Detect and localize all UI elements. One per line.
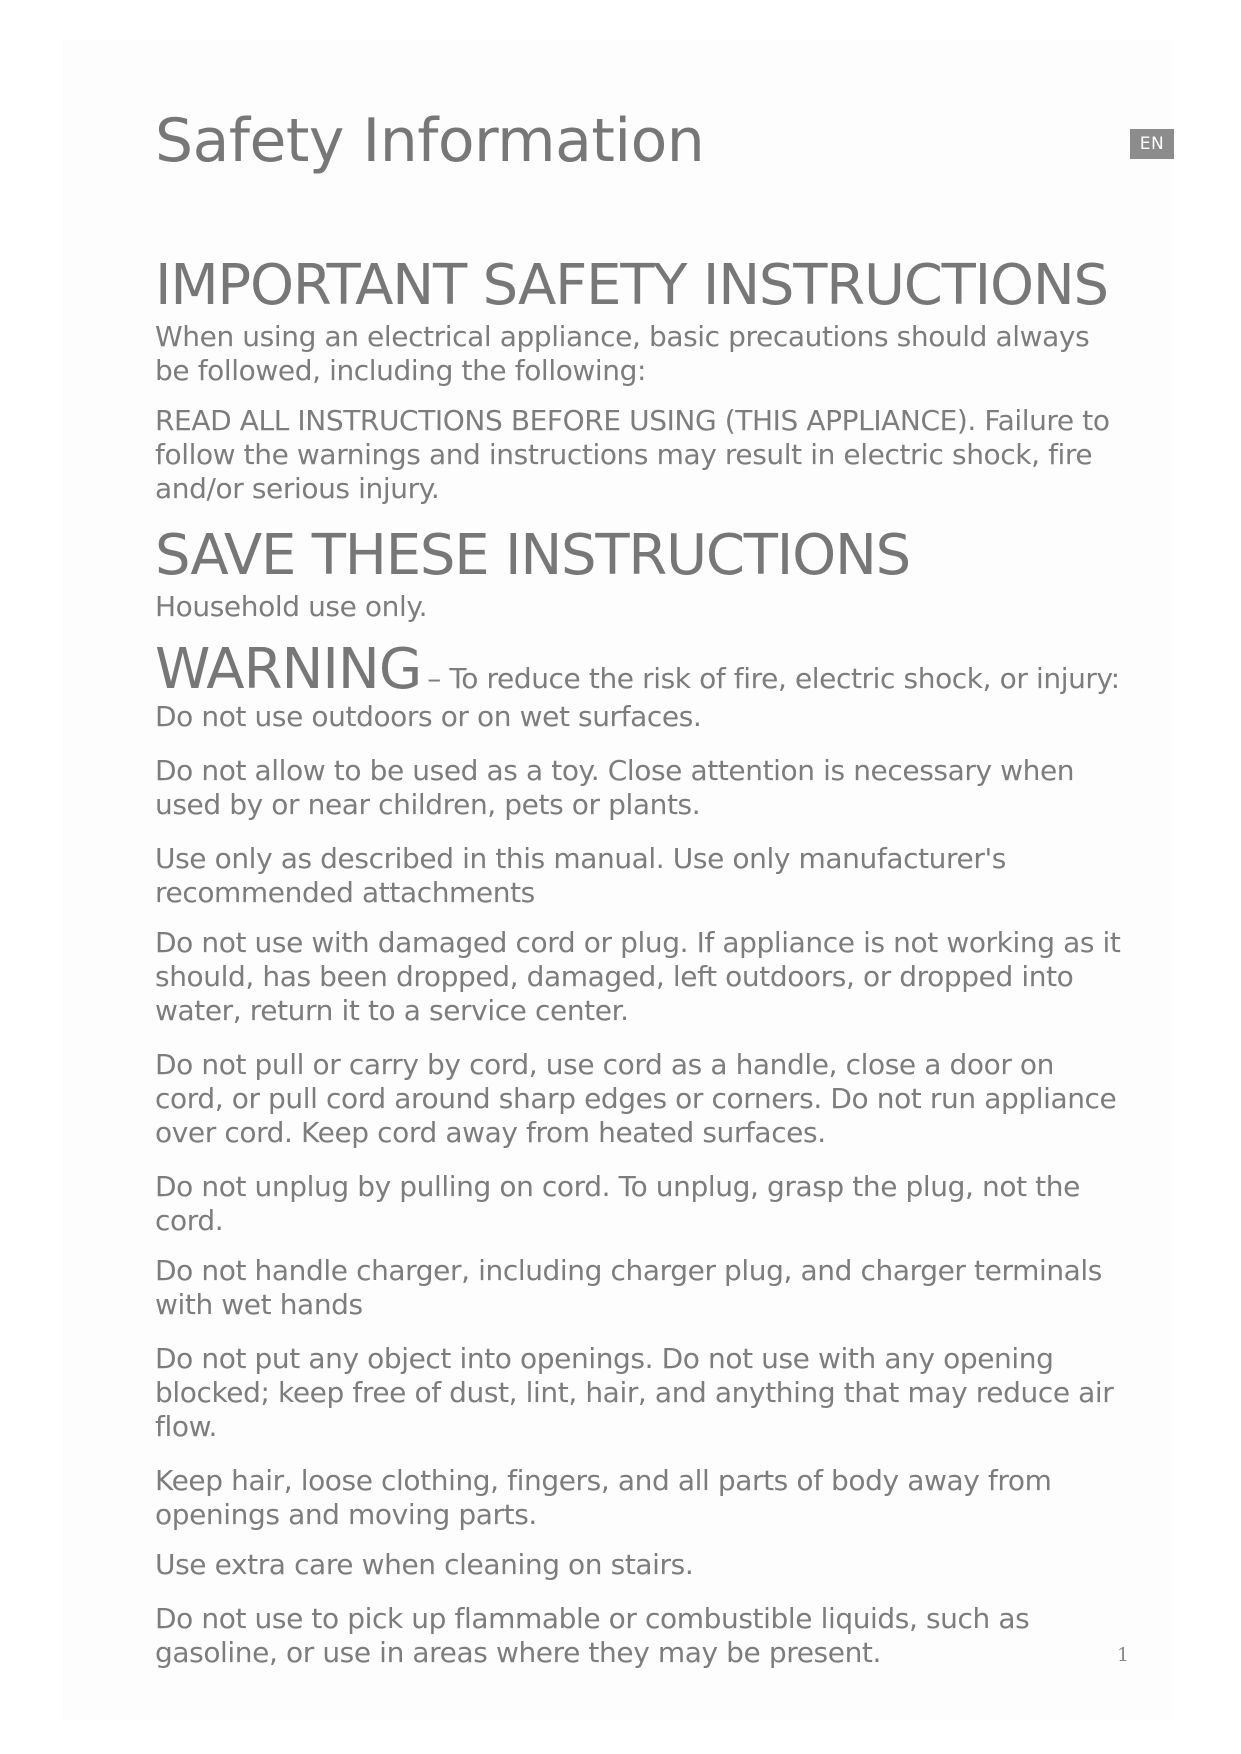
read-all-paragraph: READ ALL INSTRUCTIONS BEFORE USING (THIS APPLIANCE). Failure to follow the warnings and instructions may result in electric shock, fire and/or serious injury.: [155, 404, 1110, 505]
save-heading: SAVE THESE INSTRUCTIONS: [155, 523, 911, 588]
intro-paragraph: When using an electrical appliance, basic precautions should always be followed, including the following:: [155, 320, 1090, 387]
language-badge: EN: [1130, 129, 1174, 159]
warning-item: Do not use with damaged cord or plug. If appliance is not working as it should, has been dropped, damaged, left outdoors, or dropped into water, return it to a service center.: [155, 926, 1121, 1027]
warning-item: Do not unplug by pulling on cord. To unplug, grasp the plug, not the cord.: [155, 1170, 1080, 1237]
warning-word: WARNING: [155, 637, 422, 702]
warning-item: Keep hair, loose clothing, fingers, and all parts of body away from openings and moving parts.: [155, 1464, 1052, 1531]
household-paragraph: Household use only.: [155, 590, 428, 623]
warning-item: Do not use outdoors or on wet surfaces.: [155, 700, 702, 733]
important-heading: IMPORTANT SAFETY INSTRUCTIONS: [155, 253, 1108, 318]
warning-item: Use only as described in this manual. Use only manufacturer's recommended attachments: [155, 842, 1006, 909]
warning-item: Do not put any object into openings. Do not use with any opening blocked; keep free of dust, lint, hair, and anything that may reduce air flow.: [155, 1342, 1114, 1443]
warning-heading: [155, 637, 1125, 702]
warning-item: Do not allow to be used as a toy. Close attention is necessary when used by or near children, pets or plants.: [155, 754, 1075, 821]
document-body: [155, 252, 1125, 1670]
warning-item: Use extra care when cleaning on stairs.: [155, 1548, 694, 1581]
page-number: 1: [1117, 1644, 1130, 1666]
page-title: Safety Information: [155, 106, 705, 176]
warning-item: Do not use to pick up flammable or combustible liquids, such as gasoline, or use in areas where they may be present.: [155, 1602, 1030, 1669]
warning-intro: – To reduce the risk of fire, electric shock, or injury:: [427, 662, 1120, 695]
warning-item: Do not pull or carry by cord, use cord as a handle, close a door on cord, or pull cord around sharp edges or corners. Do not run appliance over cord. Keep cord away from heated surfaces.: [155, 1048, 1117, 1149]
warning-item: Do not handle charger, including charger plug, and charger terminals with wet hands: [155, 1254, 1102, 1321]
